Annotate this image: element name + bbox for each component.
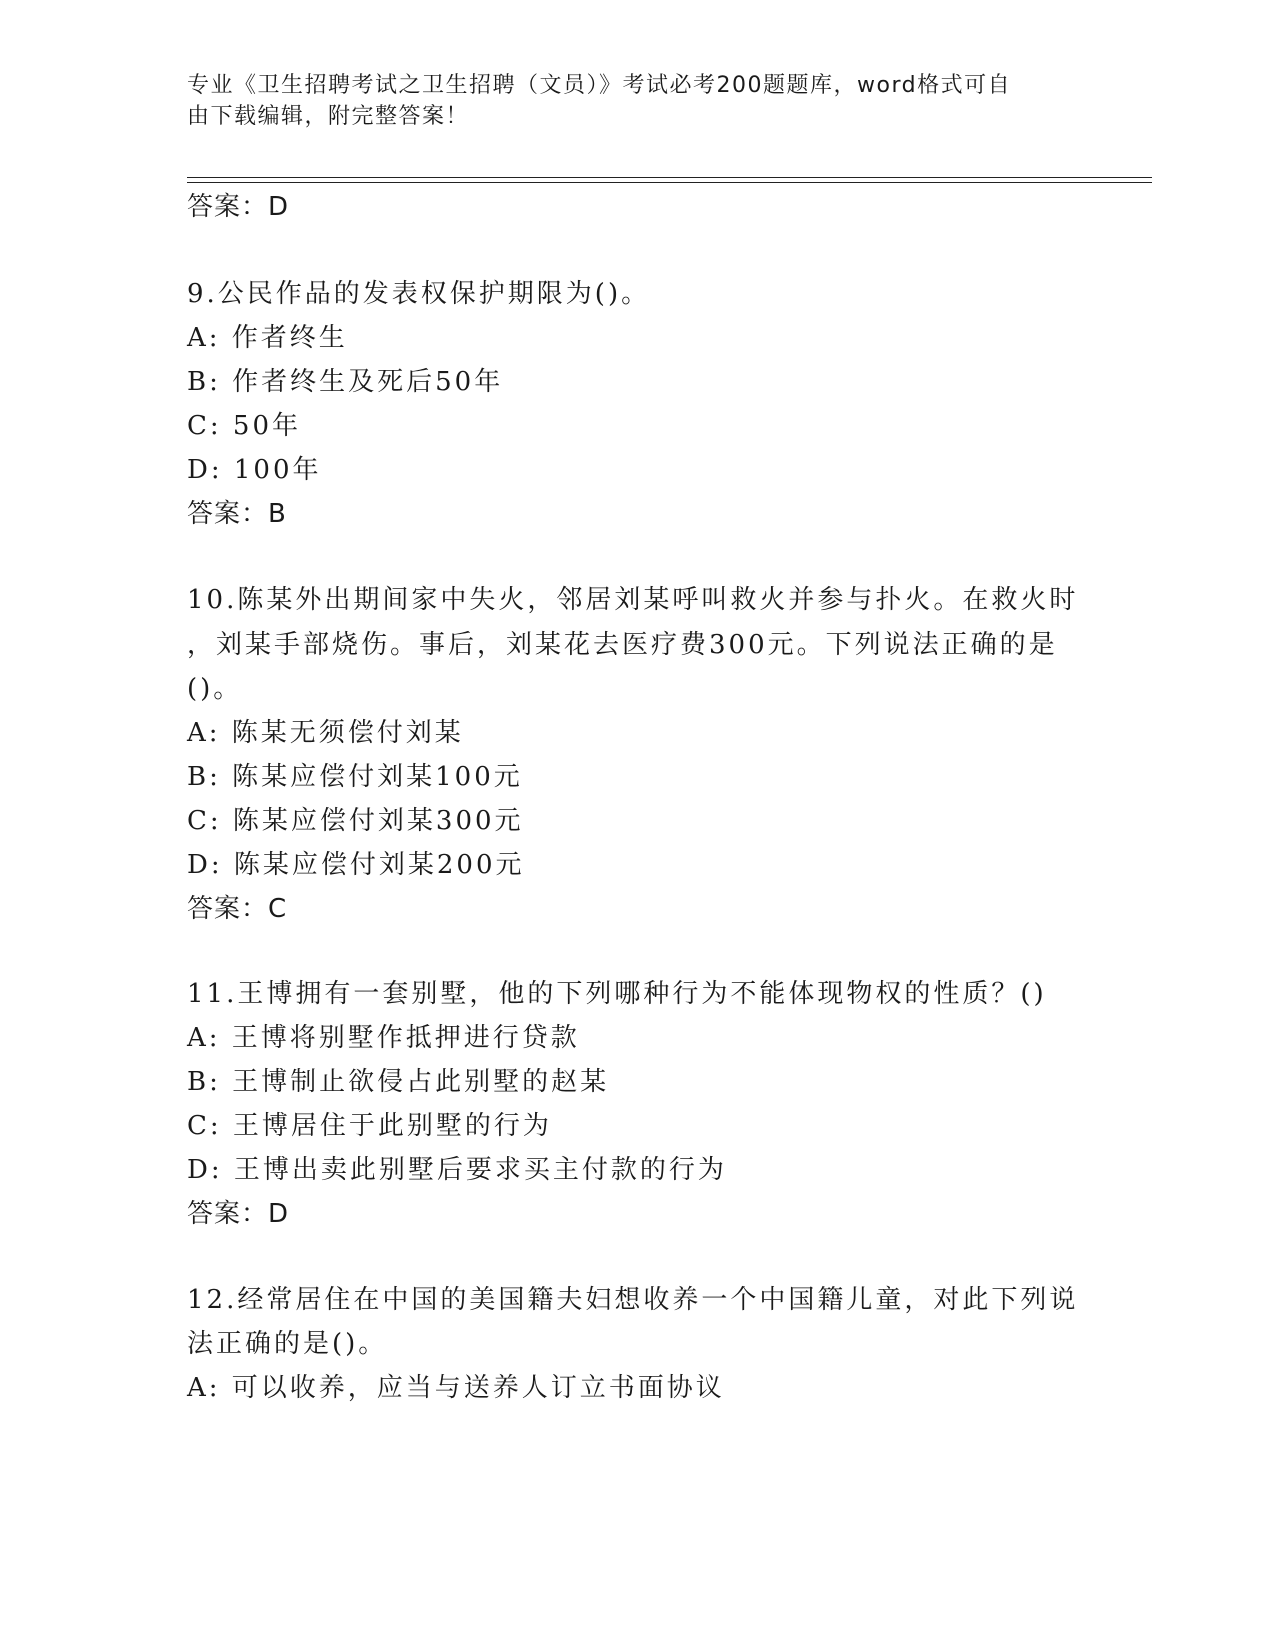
question-9-option-a: A: 作者终生 xyxy=(187,323,348,353)
question-10-stem-line-3: ()。 xyxy=(187,674,243,704)
question-9-answer: 答案：B xyxy=(187,499,287,529)
header-rule-bottom xyxy=(187,182,1152,183)
question-11-option-c: C: 王博居住于此别墅的行为 xyxy=(187,1111,552,1141)
question-11-answer: 答案：D xyxy=(187,1199,290,1229)
question-11-option-d: D: 王博出卖此别墅后要求买主付款的行为 xyxy=(187,1155,727,1185)
intro-line-2: 由下载编辑，附完整答案！ xyxy=(187,104,470,129)
question-10-option-d: D: 陈某应偿付刘某200元 xyxy=(187,850,525,880)
question-9-option-c: C: 50年 xyxy=(187,411,302,441)
question-9-option-d: D: 100年 xyxy=(187,455,322,485)
question-11-option-b: B: 王博制止欲侵占此别墅的赵某 xyxy=(187,1067,610,1097)
answer-line: 答案：D xyxy=(187,192,290,222)
question-11-stem: 11.王博拥有一套别墅，他的下列哪种行为不能体现物权的性质？() xyxy=(187,979,1047,1009)
question-10-answer: 答案：C xyxy=(187,894,288,924)
question-10-stem-line-1: 10.陈某外出期间家中失火，邻居刘某呼叫救火并参与扑火。在救火时 xyxy=(187,585,1079,615)
question-12-stem-line-2: 法正确的是()。 xyxy=(187,1329,388,1359)
question-10-stem-line-2: ，刘某手部烧伤。事后，刘某花去医疗费300元。下列说法正确的是 xyxy=(187,630,1058,660)
question-10-option-b: B: 陈某应偿付刘某100元 xyxy=(187,762,523,792)
header-rule-top xyxy=(187,177,1152,178)
intro-line-1: 专业《卫生招聘考试之卫生招聘（文员）》考试必考200题题库，word格式可自 xyxy=(187,73,1012,98)
document-intro xyxy=(187,70,1067,132)
question-12-stem-line-1: 12.经常居住在中国的美国籍夫妇想收养一个中国籍儿童，对此下列说 xyxy=(187,1285,1079,1315)
question-9-stem: 9.公民作品的发表权保护期限为()。 xyxy=(187,279,651,309)
question-12-option-a: A: 可以收养，应当与送养人订立书面协议 xyxy=(187,1373,725,1403)
question-10-option-c: C: 陈某应偿付刘某300元 xyxy=(187,806,524,836)
question-10-option-a: A: 陈某无须偿付刘某 xyxy=(187,718,464,748)
question-11-option-a: A: 王博将别墅作抵押进行贷款 xyxy=(187,1023,580,1053)
question-9-option-b: B: 作者终生及死后50年 xyxy=(187,367,504,397)
